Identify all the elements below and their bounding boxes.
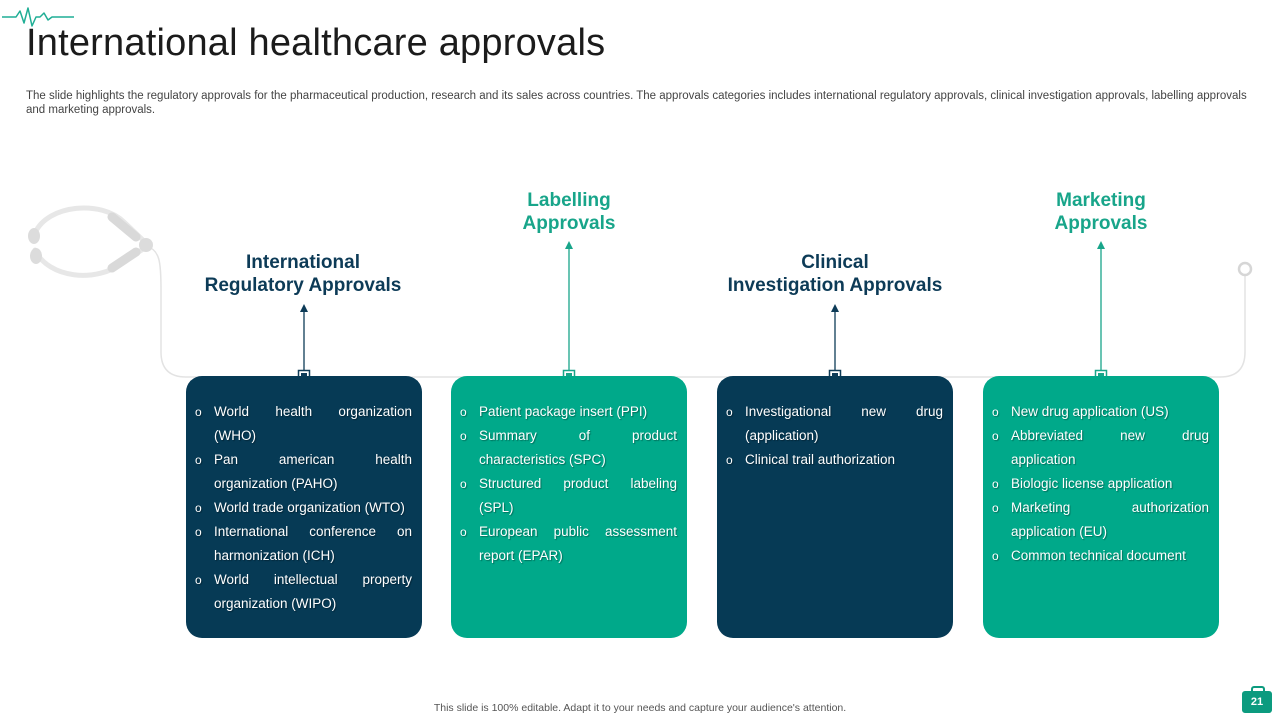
connector-arrow-2 bbox=[564, 241, 575, 382]
list-item: o World intellectual property organization (WIPO) bbox=[195, 572, 412, 611]
list-item: o Abbreviated new drug application bbox=[992, 428, 1209, 467]
connector-arrow-4 bbox=[1096, 241, 1107, 382]
heading-labelling-approvals: Labelling Approvals bbox=[522, 190, 616, 234]
page-title: International healthcare approvals bbox=[26, 22, 606, 64]
page-subtitle: The slide highlights the regulatory approvals for the pharmaceutical production, research and its sales across countries. The approvals categories includes international regulatory approvals, clinical investigation approvals, labelling approvals and marketing approvals. bbox=[26, 90, 1247, 116]
page-number-badge bbox=[1242, 689, 1272, 713]
card-marketing-approvals bbox=[983, 376, 1219, 638]
page-number: 21 bbox=[1242, 691, 1272, 713]
list-item: o International conference on harmonization (ICH) bbox=[195, 524, 412, 563]
heading-international-regulatory-approvals: International Regulatory Approvals bbox=[204, 252, 402, 296]
list-item: o World trade organization (WTO) bbox=[195, 500, 405, 515]
list-item: o Marketing authorization application (EU) bbox=[992, 500, 1209, 539]
card-labelling-approvals bbox=[451, 376, 687, 638]
list-item: o Pan american health organization (PAHO) bbox=[195, 452, 412, 491]
list-item: o New drug application (US) bbox=[992, 404, 1169, 419]
footer-note: This slide is 100% editable. Adapt it to your needs and capture your audience's attention. bbox=[433, 702, 847, 714]
list-item: o Common technical document bbox=[992, 548, 1186, 563]
connector-arrow-3 bbox=[830, 304, 841, 382]
heading-marketing-approvals: Marketing Approvals bbox=[1054, 190, 1148, 234]
list-item: o Biologic license application bbox=[992, 476, 1173, 491]
list-item: o Summary of product characteristics (SPC) bbox=[460, 428, 677, 467]
list-item: o Clinical trail authorization bbox=[726, 452, 896, 467]
list-item: o Patient package insert (PPI) bbox=[460, 404, 648, 419]
list-item: o Structured product labeling (SPL) bbox=[460, 476, 677, 515]
list-item: o European public assessment report (EPAR) bbox=[460, 524, 677, 563]
list-item: o World health organization (WHO) bbox=[195, 404, 412, 443]
heading-clinical-investigation-approvals: Clinical Investigation Approvals bbox=[727, 252, 943, 296]
card-clinical-investigation-approvals bbox=[717, 376, 953, 638]
connector-arrow-1 bbox=[299, 304, 310, 382]
card-international-regulatory-approvals bbox=[186, 376, 422, 638]
list-item: o Investigational new drug (application) bbox=[726, 404, 943, 443]
